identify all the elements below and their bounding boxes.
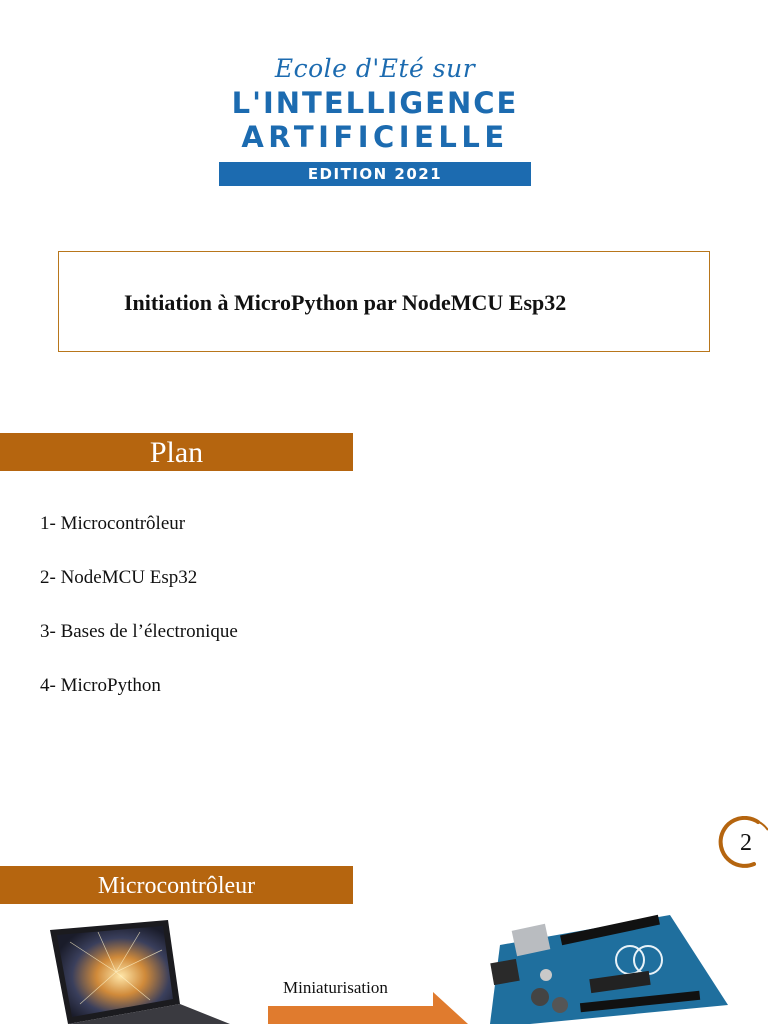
logo-line-1: L'INTELLIGENCE — [231, 86, 519, 120]
page-number: 2 — [740, 830, 752, 856]
plan-heading: Plan — [0, 433, 353, 471]
plan-item: 2- NodeMCU Esp32 — [40, 567, 198, 588]
event-logo — [219, 52, 531, 188]
title-box — [58, 251, 710, 352]
logo-script-text: Ecole d'Eté sur — [274, 54, 476, 83]
logo-line-2: ARTIFICIELLE — [241, 120, 509, 154]
plan-item: 4- MicroPython — [40, 675, 161, 696]
logo-edition-band: EDITION 2021 — [219, 162, 531, 186]
plan-item: 1- Microcontrôleur — [40, 513, 186, 534]
microcontroleur-heading: Microcontrôleur — [0, 866, 353, 904]
document-title: Initiation à MicroPython par NodeMCU Esp32 — [124, 290, 567, 315]
plan-list — [40, 512, 238, 728]
arduino-board-image — [470, 905, 730, 1024]
miniaturisation-label: Miniaturisation — [283, 978, 388, 997]
laptop-image — [50, 920, 230, 1024]
plan-item: 3- Bases de l’électronique — [40, 621, 238, 642]
